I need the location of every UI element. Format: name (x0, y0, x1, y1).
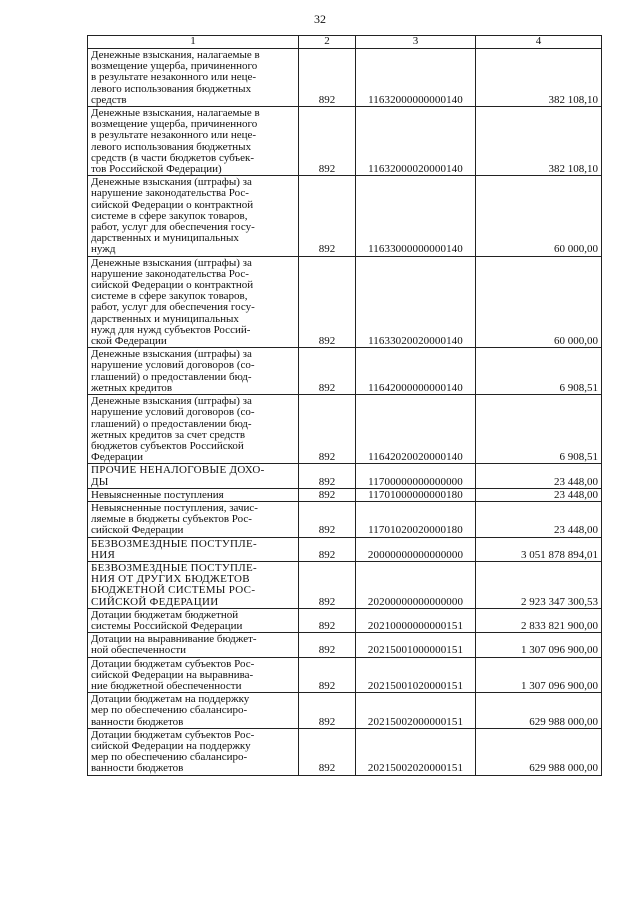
cell-budget-classification-code: 11700000000000000 (356, 464, 476, 488)
cell-admin-code: 892 (299, 107, 356, 176)
table-row (88, 537, 602, 561)
table-row (88, 256, 602, 348)
cell-amount: 382 108,10 (476, 49, 602, 107)
cell-budget-classification-code: 11701000000000180 (356, 488, 476, 501)
cell-income-name: Дотации бюджетам субъектов Рос- сийской Федерации на поддержку мер по обеспечению сбалансиро- ванности бюджетов (88, 728, 299, 775)
table-row (88, 176, 602, 256)
cell-income-name: Невыясненные поступления (88, 488, 299, 501)
cell-amount: 60 000,00 (476, 256, 602, 348)
cell-income-name: БЕЗВОЗМЕЗДНЫЕ ПОСТУПЛЕ- НИЯ ОТ ДРУГИХ БЮДЖЕТОВ БЮДЖЕТНОЙ СИСТЕМЫ РОС- СИЙСКОЙ ФЕДЕРАЦИИ (88, 561, 299, 608)
cell-admin-code: 892 (299, 256, 356, 348)
cell-budget-classification-code: 20000000000000000 (356, 537, 476, 561)
column-header-code: 3 (356, 36, 476, 49)
table-row (88, 395, 602, 464)
cell-admin-code: 892 (299, 537, 356, 561)
cell-amount: 1 307 096 900,00 (476, 633, 602, 657)
cell-admin-code: 892 (299, 501, 356, 537)
cell-income-name: Денежные взыскания, налагаемые в возмещение ущерба, причиненного в результате незаконного или неце- левого использования бюджетных средств (88, 49, 299, 107)
cell-income-name: Денежные взыскания (штрафы) за нарушение законодательства Рос- сийской Федерации о контрактной системе в сфере закупок товаров, работ, услуг для обеспечения госу- дарственных и муниципальных нужд для нужд субъектов Россий- ской Федерации (88, 256, 299, 348)
cell-budget-classification-code: 20215001020000151 (356, 657, 476, 693)
column-header-amount: 4 (476, 36, 602, 49)
cell-admin-code: 892 (299, 395, 356, 464)
table-row (88, 348, 602, 395)
table-row (88, 728, 602, 775)
cell-amount: 629 988 000,00 (476, 693, 602, 729)
cell-income-name: Дотации бюджетам субъектов Рос- сийской Федерации на выравнива- ние бюджетной обеспеченности (88, 657, 299, 693)
cell-admin-code: 892 (299, 176, 356, 256)
table-row (88, 633, 602, 657)
cell-income-name: Денежные взыскания (штрафы) за нарушение условий договоров (со- глашений) о предоставлении бюд- жетных кредитов (88, 348, 299, 395)
column-header-name: 1 (88, 36, 299, 49)
cell-income-name: Денежные взыскания (штрафы) за нарушение законодательства Рос- сийской Федерации о контрактной системе в сфере закупок товаров, работ, услуг для обеспечения госу- дарственных и муниципальных нужд (88, 176, 299, 256)
cell-admin-code: 892 (299, 693, 356, 729)
cell-admin-code: 892 (299, 561, 356, 608)
table-body (88, 49, 602, 776)
cell-budget-classification-code: 20215001000000151 (356, 633, 476, 657)
page-number: 32 (314, 12, 326, 26)
table-row (88, 501, 602, 537)
cell-income-name: Денежные взыскания (штрафы) за нарушение условий договоров (со- глашений) о предоставлении бюд- жетных кредитов за счет средств бюджетов субъектов Российской Федерации (88, 395, 299, 464)
cell-amount: 629 988 000,00 (476, 728, 602, 775)
cell-admin-code: 892 (299, 608, 356, 632)
cell-amount: 6 908,51 (476, 395, 602, 464)
cell-budget-classification-code: 11633020020000140 (356, 256, 476, 348)
cell-amount: 3 051 878 894,01 (476, 537, 602, 561)
budget-revenue-table (87, 35, 602, 776)
table-row (88, 49, 602, 107)
cell-income-name: Дотации на выравнивание бюджет- ной обеспеченности (88, 633, 299, 657)
cell-amount: 6 908,51 (476, 348, 602, 395)
cell-amount: 23 448,00 (476, 464, 602, 488)
cell-income-name: Невыясненные поступления, зачис- ляемые в бюджеты субъектов Рос- сийской Федерации (88, 501, 299, 537)
column-header-admin: 2 (299, 36, 356, 49)
cell-amount: 23 448,00 (476, 501, 602, 537)
cell-budget-classification-code: 20200000000000000 (356, 561, 476, 608)
table-row (88, 608, 602, 632)
cell-budget-classification-code: 11632000020000140 (356, 107, 476, 176)
cell-budget-classification-code: 11642000000000140 (356, 348, 476, 395)
cell-income-name: Денежные взыскания, налагаемые в возмещение ущерба, причиненного в результате незаконного или неце- левого использования бюджетных средств (в части бюджетов субъек- тов Российской Федерации) (88, 107, 299, 176)
cell-income-name: ПРОЧИЕ НЕНАЛОГОВЫЕ ДОХО- ДЫ (88, 464, 299, 488)
table-row (88, 464, 602, 488)
table-row (88, 693, 602, 729)
cell-budget-classification-code: 11642020020000140 (356, 395, 476, 464)
cell-admin-code: 892 (299, 464, 356, 488)
cell-amount: 23 448,00 (476, 488, 602, 501)
cell-income-name: Дотации бюджетам на поддержку мер по обеспечению сбалансиро- ванности бюджетов (88, 693, 299, 729)
cell-amount: 60 000,00 (476, 176, 602, 256)
cell-admin-code: 892 (299, 488, 356, 501)
cell-admin-code: 892 (299, 728, 356, 775)
cell-admin-code: 892 (299, 49, 356, 107)
table-header (88, 36, 602, 49)
header-row (88, 36, 602, 49)
cell-amount: 2 923 347 300,53 (476, 561, 602, 608)
cell-admin-code: 892 (299, 348, 356, 395)
cell-admin-code: 892 (299, 633, 356, 657)
cell-budget-classification-code: 11633000000000140 (356, 176, 476, 256)
table-row (88, 561, 602, 608)
cell-budget-classification-code: 20215002020000151 (356, 728, 476, 775)
cell-amount: 1 307 096 900,00 (476, 657, 602, 693)
table-row (88, 488, 602, 501)
cell-budget-classification-code: 11632000000000140 (356, 49, 476, 107)
table-row (88, 107, 602, 176)
cell-amount: 382 108,10 (476, 107, 602, 176)
cell-income-name: БЕЗВОЗМЕЗДНЫЕ ПОСТУПЛЕ- НИЯ (88, 537, 299, 561)
cell-budget-classification-code: 11701020020000180 (356, 501, 476, 537)
cell-budget-classification-code: 20215002000000151 (356, 693, 476, 729)
cell-income-name: Дотации бюджетам бюджетной системы Российской Федерации (88, 608, 299, 632)
cell-amount: 2 833 821 900,00 (476, 608, 602, 632)
table-row (88, 657, 602, 693)
cell-admin-code: 892 (299, 657, 356, 693)
cell-budget-classification-code: 20210000000000151 (356, 608, 476, 632)
